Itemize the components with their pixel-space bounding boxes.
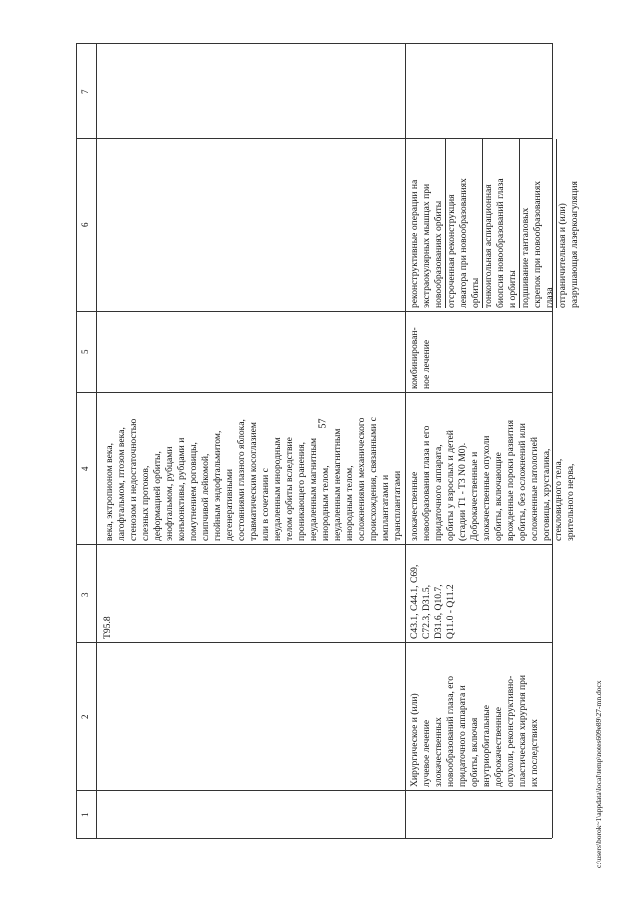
col-number-1: 1 xyxy=(80,812,90,817)
method-line: отсроченная реконструкция xyxy=(445,139,458,308)
continuation-codes: T95.8 xyxy=(102,616,113,639)
col-number-4: 4 xyxy=(80,466,90,471)
col-number-7: 7 xyxy=(80,89,90,94)
patient-model: злокачественные новообразования глаза и его придаточного аппарата, орбиты у взрослых и детей (стадии T1 - T3 N0 M0). Доброкачественные и злокачественные опухоли орбиты, включающие врожденные пороки развития орбиты, без осложнений или осложненные патологией роговицы, хрусталика, стекловидного тела, зрительного нерва, xyxy=(409,420,576,541)
method-line: разрушающая лазеркоагуляция xyxy=(569,181,580,308)
method-line: глаза xyxy=(544,287,555,308)
col-number-5: 5 xyxy=(80,349,90,354)
method-line: тонкоигольная аспирационная xyxy=(482,139,495,308)
continuation-model: века, эктропионом века, лагофтальмом, птозом века, стенозом и недостаточностью слезных протоков, деформацией орбиты, энофтальмом, рубцами конъюнктивы, рубцами и помутнением роговицы, слипчивой лейкомой, гнойным эндофтальмитом, дегенеративными состояниями глазного яблока, травматическим косоглазием или в сочетании с неудаленным инородным телом орбиты вследствие проникающего ранения, неудаленным магнитным инородным телом, неудаленным немагнитным инородным телом, осложнениями механического происхождения, связанными с имплантатами и трансплантатами xyxy=(104,417,403,541)
page-number: 57 xyxy=(317,418,329,429)
col-number-2: 2 xyxy=(80,714,90,719)
method-line: скрепок при новообразованиях xyxy=(532,180,543,308)
method-line: и орбиты xyxy=(507,270,518,308)
method-line: экстраокулярных мышцах при xyxy=(421,183,432,308)
icd-codes: C43.1, C44.1, C69, C72.3, D31.5, D31.6, Q10.7, Q11.0 - Q11.2 xyxy=(409,564,456,639)
col-number-6: 6 xyxy=(80,222,90,227)
method-line: леватора при новообразованиях xyxy=(458,178,469,308)
method-line: орбиты xyxy=(470,277,481,308)
footer-file-path: c:\users\borok~1\appdata\local\temp\notes609e89\27-mn.docx xyxy=(594,680,603,868)
method-line: новообразованиях орбиты xyxy=(433,200,444,308)
method-line: реконструктивные операции на xyxy=(409,179,420,308)
treatment-methods xyxy=(406,139,580,310)
method-line: отграничительная и (или) xyxy=(556,139,569,308)
method-line: биопсия новообразований глаза xyxy=(495,178,506,308)
col-number-3: 3 xyxy=(80,592,90,597)
treatment-type: комбинирован- ное лечение xyxy=(409,327,432,389)
procedure-name: Хирургическое и (или) лучевое лечение злокачественных новообразований глаза, его придаточного аппарата и орбиты, включая внутриорбитальные доброкачественные опухоли, реконструктивно- пластическая хирургия при их последствиях xyxy=(409,674,540,787)
method-line: подшивание танталовых xyxy=(519,139,532,308)
